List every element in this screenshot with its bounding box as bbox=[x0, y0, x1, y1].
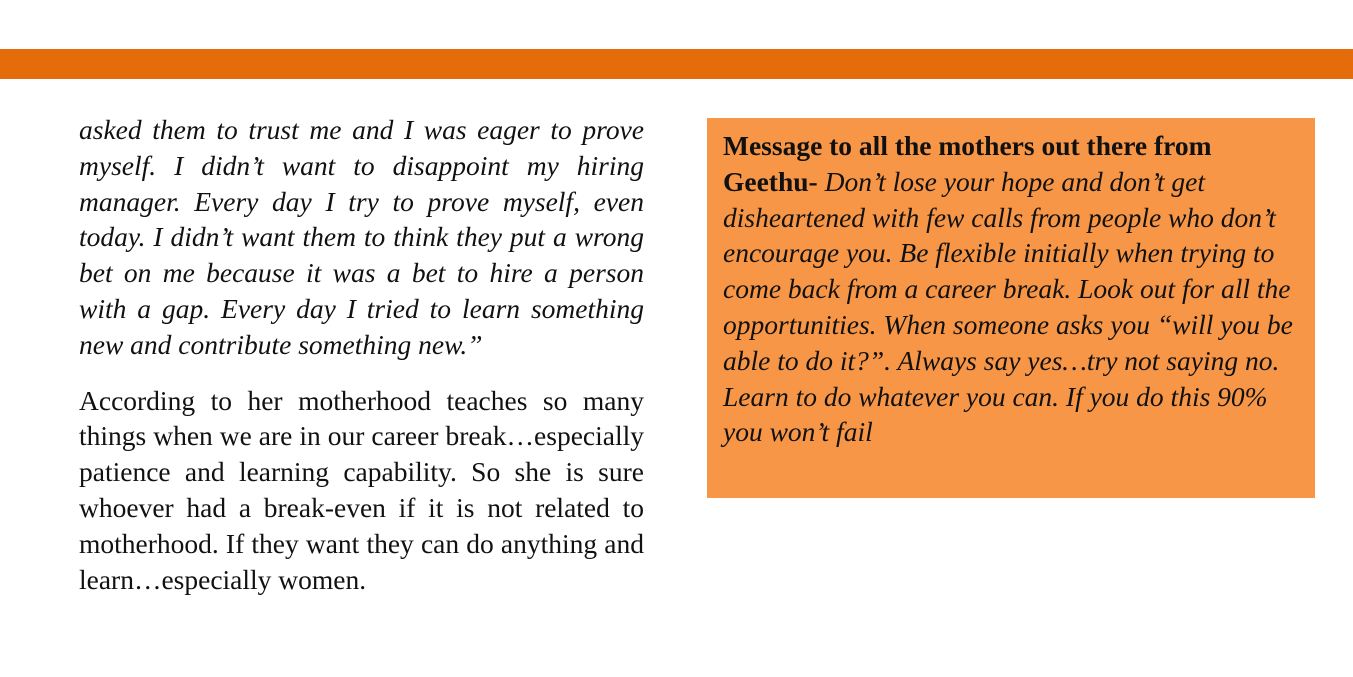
callout-lead: Message to all the mothers out there from Geethu- bbox=[723, 130, 1212, 197]
callout-text bbox=[723, 128, 1301, 450]
quote-paragraph: asked them to trust me and I was eager to prove myself. I didn’t want to disappoint my hiring manager. Every day I try to prove myself, even today. I didn’t want them to think they put a wrong bet on me because it was a bet to hire a person with a gap. Every day I tried to learn something new and contribute something new.” bbox=[79, 114, 644, 360]
body-paragraph: According to her motherhood teaches so many things when we are in our career break…especially patience and learning capability. So she is sure whoever had a break-even if it is not related to motherhood. If they want they can do anything and learn…especially women. bbox=[79, 384, 644, 595]
header-accent-bar bbox=[0, 49, 1353, 79]
message-callout-box bbox=[707, 118, 1315, 498]
article-column bbox=[79, 112, 644, 597]
callout-message: Don’t lose your hope and don’t get disheartened with few calls from people who don’t encourage you. Be flexible initially when trying to come back from a career break. Look out for all the opportunities. When someone asks you “will you be able to do it?”. Always say yes…try not saying no. Learn to do whatever you can. If you do this 90% you won’t fail bbox=[723, 165, 1293, 448]
